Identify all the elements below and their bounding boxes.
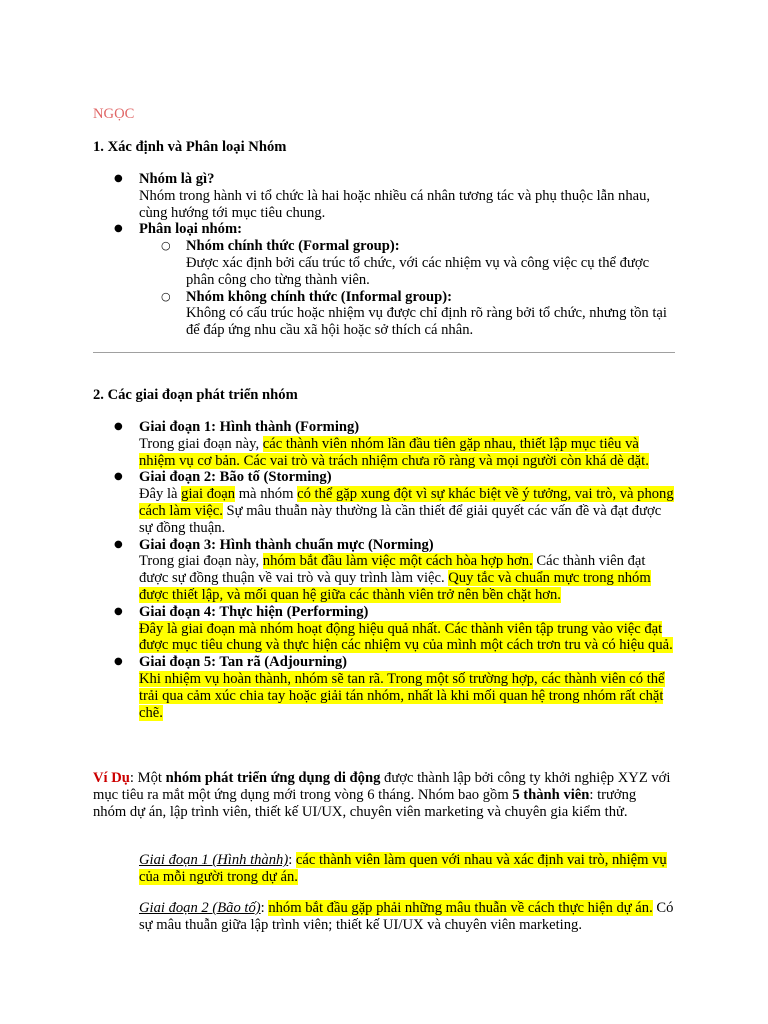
list-item xyxy=(161,288,678,339)
item-title: Nhóm không chính thức (Informal group): xyxy=(186,288,452,305)
section-2-heading: 2. Các giai đoạn phát triển nhóm xyxy=(93,387,298,403)
item-title: Nhóm là gì? xyxy=(139,171,215,187)
list-item xyxy=(114,536,678,604)
item-text: Đây là xyxy=(139,486,182,503)
item-title: Giai đoạn 3: Hình thành chuẩn mực (Norming) xyxy=(139,536,434,553)
item-text: Trong giai đoạn này, xyxy=(139,553,263,570)
stage-colon: : xyxy=(260,900,269,916)
example-paragraph xyxy=(93,770,673,820)
item-text: Nhóm trong hành vi tổ chức là hai hoặc nhiều cá nhân tương tác và phụ thuộc lẫn nhau, cùng hướng tới mục tiêu chung. xyxy=(139,187,651,221)
stage-label: Giai đoạn 2 (Bão tố) xyxy=(139,900,261,916)
highlighted-text: nhóm bắt đầu làm việc một cách hòa hợp hơn. xyxy=(262,553,533,570)
example-text: : Một xyxy=(129,770,166,786)
stage-text: Có sự mâu thuẫn giữa lập trình viên; thiết kế UI/UX và chuyên viên marketing. xyxy=(139,900,674,933)
horizontal-divider xyxy=(93,352,675,353)
example-bold: 5 thành viên xyxy=(512,786,590,803)
item-text: Sự mâu thuẫn này thường là cần thiết để giải quyết các vấn đề và đạt được sự đồng thuận. xyxy=(139,502,662,536)
item-title: Nhóm chính thức (Formal group): xyxy=(186,238,400,255)
stage-colon: : xyxy=(288,852,296,868)
highlighted-text: giai đoạn xyxy=(181,486,236,503)
section-1-body xyxy=(93,171,678,339)
bullet-icon: ● xyxy=(114,656,123,668)
highlighted-text: Quy tắc và chuẩn mực trong nhóm được thiết lập, và mối quan hệ giữa các thành viên trở nên bền chặt hơn. xyxy=(139,570,651,603)
highlighted-text: Khi nhiệm vụ hoàn thành, nhóm sẽ tan rã. Trong một số trường hợp, các thành viên có thể trải qua cảm xúc chia tay hoặc giải tán nhóm, nhất là khi mối quan hệ trong nhóm rất chặt chẽ. xyxy=(139,670,665,721)
item-title: Giai đoạn 2: Bão tố (Storming) xyxy=(139,469,332,486)
stages-list xyxy=(93,419,678,721)
item-title: Giai đoạn 5: Tan rã (Adjourning) xyxy=(139,654,348,671)
list-item xyxy=(114,419,678,469)
bullet-icon: ● xyxy=(114,173,123,184)
example-bold: nhóm phát triển ứng dụng di động xyxy=(165,770,381,786)
list-item xyxy=(161,238,678,288)
author-name: NGỌC xyxy=(93,106,135,122)
item-text: Được xác định bởi cấu trúc tổ chức, với các nhiệm vụ và công việc cụ thể được phân công cho từng thành viên. xyxy=(186,254,650,288)
highlighted-text: nhóm bắt đầu gặp phải những mâu thuẫn về cách thực hiện dự án. xyxy=(268,900,653,916)
item-text: Các thành viên đạt được sự đồng thuận về vai trò và quy trình làm việc. xyxy=(139,553,646,587)
bullet-icon: ● xyxy=(114,605,123,617)
item-title: Giai đoạn 1: Hình thành (Forming) xyxy=(139,419,360,435)
example-stage-1 xyxy=(139,852,679,886)
example-stage-2 xyxy=(139,900,679,934)
list-item xyxy=(114,171,678,221)
highlighted-text: các thành viên làm quen với nhau và xác định vai trò, nhiệm vụ của mỗi người trong dự án. xyxy=(139,852,667,885)
section-2-body xyxy=(93,419,678,721)
list-item xyxy=(114,469,678,536)
bullet-icon: ● xyxy=(114,471,123,483)
item-text: mà nhóm xyxy=(235,486,298,503)
sub-list xyxy=(139,238,678,339)
bullet-icon: ● xyxy=(114,538,123,550)
highlighted-text: có thể gặp xung đột vì sự khác biệt về ý tưởng, vai trò, và phong cách làm việc. xyxy=(139,486,674,519)
list-item xyxy=(114,221,678,339)
highlighted-text: các thành viên nhóm lần đầu tiên gặp nhau, thiết lập mục tiêu và nhiệm vụ cơ bản. Các vai trò và trách nhiệm chưa rõ ràng và mọi người còn khá dè dặt. xyxy=(139,435,649,469)
highlighted-text: Đây là giai đoạn mà nhóm hoạt động hiệu quả nhất. Các thành viên tập trung vào việc đạt được mục tiêu chung và thực hiện các nhiệm vụ của mình một cách trơn tru và có hiệu quả. xyxy=(139,620,673,654)
bullet-icon: ● xyxy=(114,421,123,432)
list-item xyxy=(114,654,678,721)
example-text: : trưởng nhóm dự án, lập trình viên, thiết kế UI/UX, chuyên viên marketing và chuyên gia kiểm thử. xyxy=(93,786,637,820)
item-text: Trong giai đoạn này, xyxy=(139,435,263,452)
example-label: Ví Dụ xyxy=(93,770,130,786)
item-text: Không có cấu trúc hoặc nhiệm vụ được chỉ định rõ ràng bởi tổ chức, nhưng tồn tại để đáp ứng nhu cầu xã hội hoặc sở thích cá nhân. xyxy=(186,305,667,339)
circle-bullet-icon: ○ xyxy=(161,289,171,303)
list-item xyxy=(114,603,678,654)
item-title: Giai đoạn 4: Thực hiện (Performing) xyxy=(139,603,369,620)
example-text: được thành lập bởi công ty khởi nghiệp XYZ với mục tiêu ra mắt một ứng dụng mới trong vòng 6 tháng. Nhóm bao gồm xyxy=(93,770,671,803)
stage-label: Giai đoạn 1 (Hình thành) xyxy=(139,852,289,868)
circle-bullet-icon: ○ xyxy=(161,239,171,253)
section-1-heading: 1. Xác định và Phân loại Nhóm xyxy=(93,139,287,155)
section-1-list xyxy=(93,171,678,339)
bullet-icon: ● xyxy=(114,223,123,235)
item-title: Phân loại nhóm: xyxy=(139,221,242,238)
